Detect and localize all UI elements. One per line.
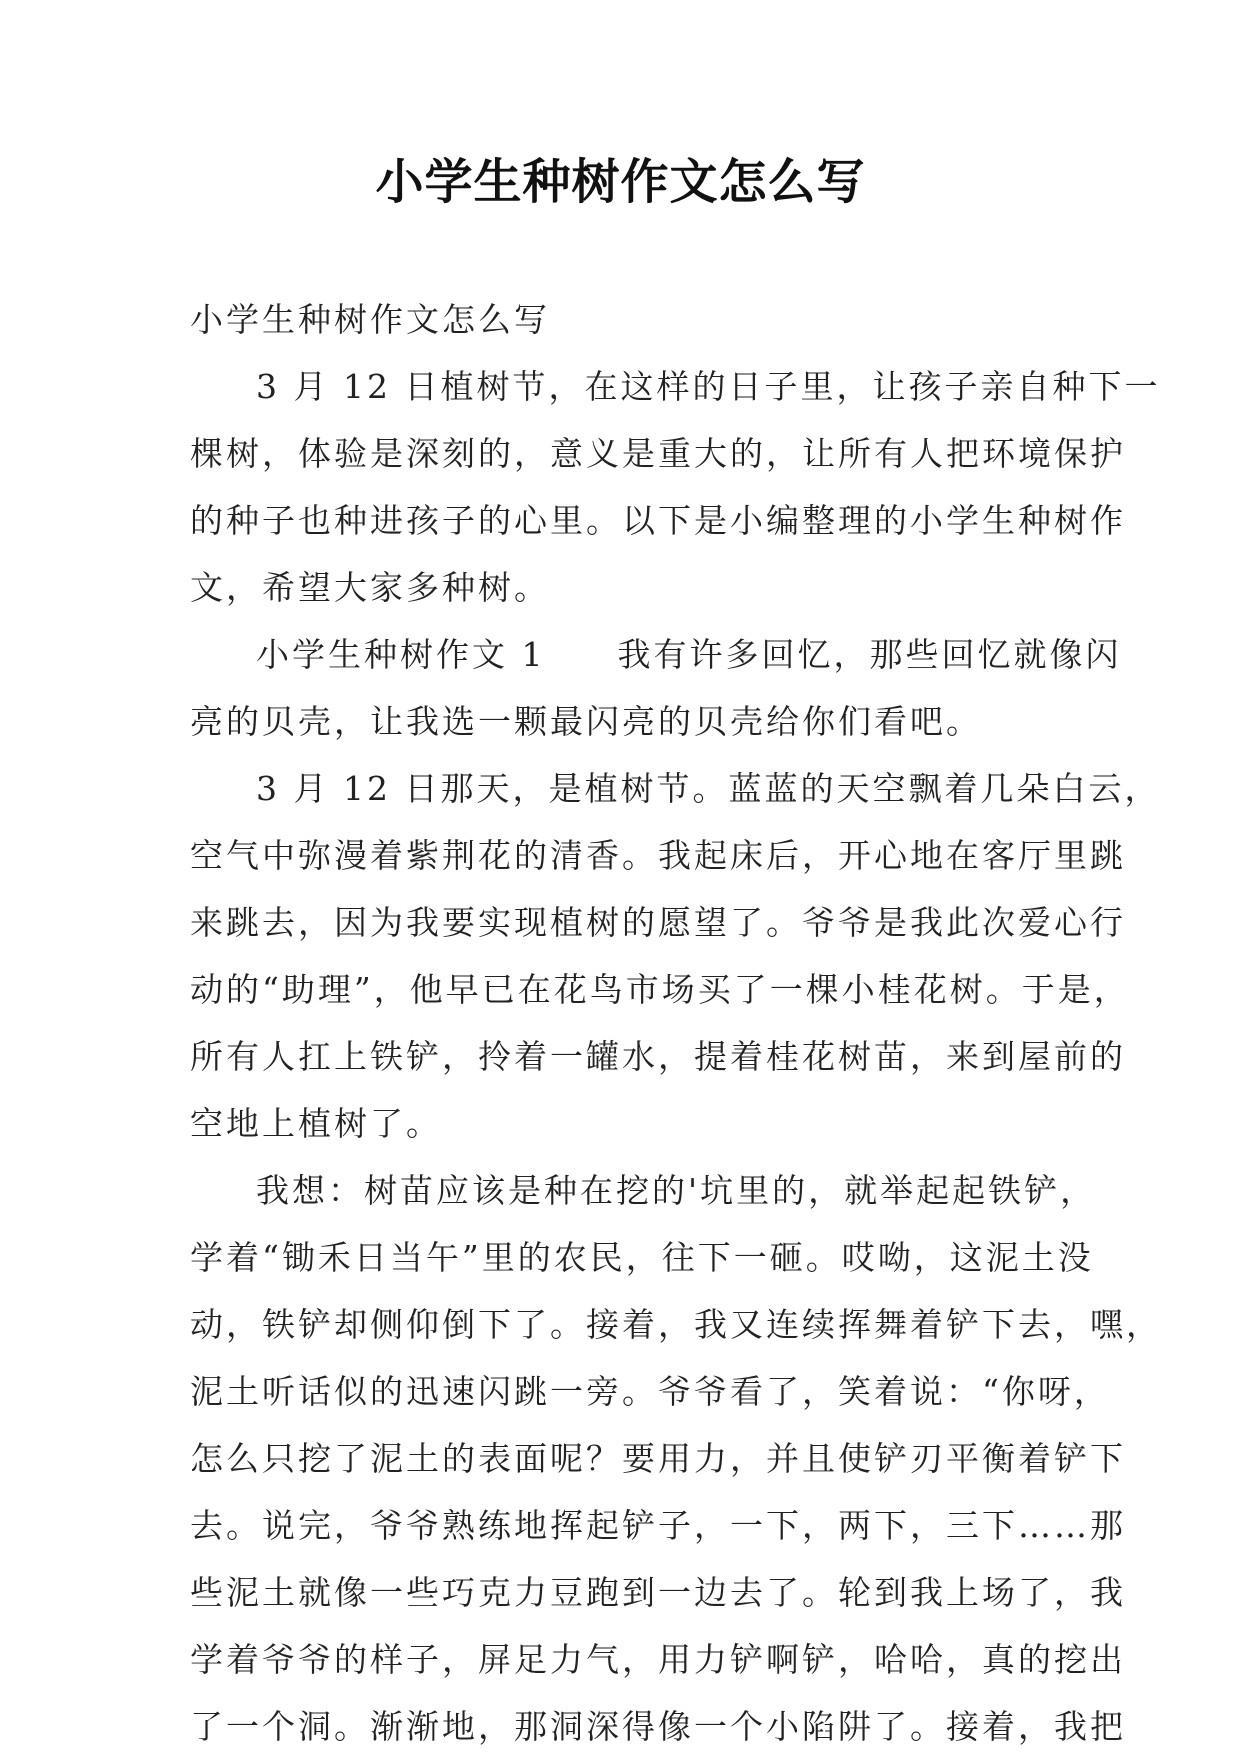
text-line: 的种子也种进孩子的心里。以下是小编整理的小学生种树作 <box>190 501 1126 540</box>
text-line: 小学生种树作文怎么写 <box>190 300 550 339</box>
text-line: 亮的贝壳，让我选一颗最闪亮的贝壳给你们看吧。 <box>190 702 982 741</box>
text-line: 了一个洞。渐渐地，那洞深得像一个小陷阱了。接着，我把 <box>190 1707 1126 1746</box>
text-line: 3 月 12 日那天，是植树节。蓝蓝的天空飘着几朵白云， <box>256 769 1161 808</box>
text-line: 来跳去，因为我要实现植树的愿望了。爷爷是我此次爱心行 <box>190 903 1126 942</box>
text-line: 泥土听话似的迅速闪跳一旁。爷爷看了，笑着说：“你呀， <box>190 1372 1110 1411</box>
text-line: 动的“助理”，他早已在花鸟市场买了一棵小桂花树。于是， <box>190 970 1130 1009</box>
text-line: 3 月 12 日植树节，在这样的日子里，让孩子亲自种下一 <box>256 367 1161 406</box>
text-line: 动，铁铲却侧仰倒下了。接着，我又连续挥舞着铲下去，嘿， <box>190 1305 1162 1344</box>
document-body <box>190 286 1162 1760</box>
text-line: 文，希望大家多种树。 <box>190 568 550 607</box>
text-line: 去。说完，爷爷熟练地挥起铲子，一下，两下，三下……那 <box>190 1506 1126 1545</box>
text-line: 怎么只挖了泥土的表面呢？要用力，并且使铲刃平衡着铲下 <box>190 1439 1126 1478</box>
text-line: 我想：树苗应该是种在挖的'坑里的，就举起起铁铲， <box>256 1171 1097 1210</box>
text-line: 些泥土就像一些巧克力豆跑到一边去了。轮到我上场了，我 <box>190 1573 1126 1612</box>
text-line: 空地上植树了。 <box>190 1104 442 1143</box>
text-line: 学着“锄禾日当午”里的农民，往下一砸。哎呦，这泥土没 <box>190 1238 1094 1277</box>
text-line: 棵树，体验是深刻的，意义是重大的，让所有人把环境保护 <box>190 434 1126 473</box>
text-line: 所有人扛上铁铲，拎着一罐水，提着桂花树苗，来到屋前的 <box>190 1037 1126 1076</box>
text-line: 学着爷爷的样子，屏足力气，用力铲啊铲，哈哈，真的挖出 <box>190 1640 1126 1679</box>
text-line: 空气中弥漫着紫荆花的清香。我起床后，开心地在客厅里跳 <box>190 836 1126 875</box>
text-line: 小学生种树作文 1 我有许多回忆，那些回忆就像闪 <box>256 635 1122 674</box>
document-title: 小学生种树作文怎么写 <box>375 154 866 210</box>
